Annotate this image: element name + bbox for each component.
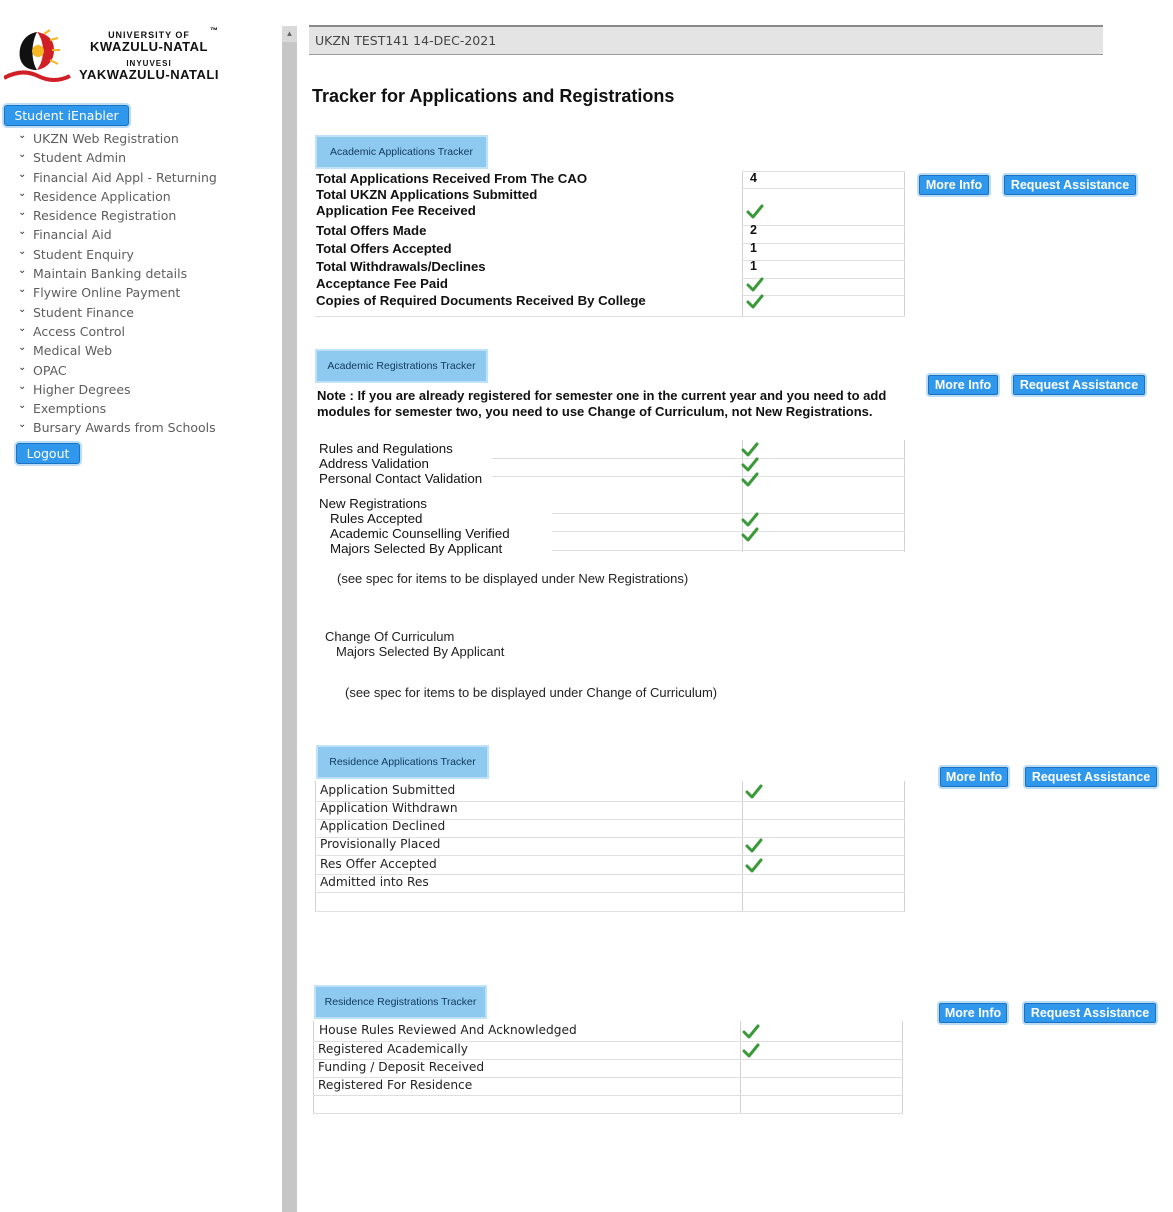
residence-applications-tracker-title: Residence Applications Tracker <box>316 745 489 779</box>
row-label: New Registrations <box>319 496 427 511</box>
row-label: Provisionally Placed <box>320 837 441 851</box>
chevron-down-icon: ⌄ <box>18 168 27 180</box>
row-label: Majors Selected By Applicant <box>330 541 503 556</box>
row-label: Total Offers Made <box>316 223 427 238</box>
sidebar-item[interactable] <box>18 380 217 399</box>
row-label: Rules and Regulations <box>319 441 453 456</box>
academic-registrations-tracker-title: Academic Registrations Tracker <box>315 349 488 383</box>
logo-line-4: YAKWAZULU-NATALI <box>79 67 219 82</box>
row-label: Total UKZN Applications Submitted <box>316 187 538 202</box>
sidebar-item-label: Higher Degrees <box>33 381 131 397</box>
row-label: Academic Counselling Verified <box>330 526 510 541</box>
sidebar-item-label: UKZN Web Registration <box>33 131 179 146</box>
chevron-down-icon: ⌄ <box>18 419 27 431</box>
row-value: 1 <box>750 241 757 255</box>
sidebar-item[interactable] <box>18 341 217 360</box>
sidebar-item-label: Medical Web <box>33 343 113 359</box>
chevron-down-icon: ⌄ <box>18 361 27 373</box>
ukzn-crest-icon <box>4 26 74 86</box>
chevron-down-icon: ⌄ <box>18 265 27 277</box>
check-icon <box>741 472 759 487</box>
sidebar-item[interactable] <box>18 225 217 244</box>
sidebar-item[interactable] <box>18 361 217 380</box>
row-label: Total Applications Received From The CAO <box>316 171 588 186</box>
sidebar-item[interactable] <box>18 148 217 167</box>
academic-registrations-request-assistance-button[interactable]: Request Assistance <box>1013 375 1145 395</box>
row-label: Personal Contact Validation <box>319 471 483 486</box>
chevron-down-icon: ⌄ <box>18 380 27 392</box>
check-icon <box>746 294 764 309</box>
sidebar-item[interactable] <box>18 283 217 302</box>
sidebar-item-label: Flywire Online Payment <box>33 285 181 301</box>
spec-change-of-curriculum: (see spec for items to be displayed under Change of Curriculum) <box>345 685 718 700</box>
vertical-scrollbar[interactable] <box>282 26 297 1212</box>
sidebar-item-label: Student Enquiry <box>33 246 134 262</box>
row-label: Application Fee Received <box>316 203 476 218</box>
row-label: Application Submitted <box>320 783 456 797</box>
chevron-down-icon: ⌄ <box>18 207 27 219</box>
row-label: Total Offers Accepted <box>316 241 452 256</box>
residence-registrations-more-info-button[interactable]: More Info <box>939 1003 1007 1023</box>
sidebar-item-label: Exemptions <box>33 401 107 417</box>
sidebar-item[interactable] <box>18 187 217 206</box>
sidebar-item-label: Student Admin <box>33 150 127 166</box>
logout-button[interactable]: Logout <box>16 443 80 464</box>
row-label: House Rules Reviewed And Acknowledged <box>319 1023 577 1037</box>
residence-applications-request-assistance-button[interactable]: Request Assistance <box>1025 767 1157 787</box>
chevron-down-icon: ⌄ <box>18 342 27 354</box>
check-icon <box>745 784 763 799</box>
academic-applications-tracker-title: Academic Applications Tracker <box>315 135 488 169</box>
row-label: Application Declined <box>320 819 446 833</box>
session-header: UKZN TEST141 14-DEC-2021 <box>309 25 1103 55</box>
sidebar-item-label: Access Control <box>33 323 125 339</box>
sidebar-item[interactable] <box>18 264 217 283</box>
scroll-up-arrow-icon[interactable]: ▲ <box>282 26 297 42</box>
logo-line-1: UNIVERSITY OF <box>108 30 190 40</box>
sidebar-item[interactable] <box>18 418 217 437</box>
row-label: Copies of Required Documents Received By College <box>316 293 646 308</box>
row-label: Application Withdrawn <box>320 801 458 815</box>
chevron-down-icon: ⌄ <box>18 284 27 296</box>
sidebar-item-label: Residence Application <box>33 188 171 204</box>
row-label: Res Offer Accepted <box>320 857 437 871</box>
check-icon <box>745 858 763 873</box>
row-value: 1 <box>750 259 757 273</box>
student-ienabler-button[interactable]: Student iEnabler <box>4 105 129 126</box>
row-label: Total Withdrawals/Declines <box>316 259 486 274</box>
sidebar-item-label: Financial Aid Appl - Returning <box>33 169 217 185</box>
chevron-down-icon: ⌄ <box>18 400 27 412</box>
row-label: Rules Accepted <box>330 511 423 526</box>
row-label: Funding / Deposit Received <box>318 1060 485 1074</box>
chevron-down-icon: ⌄ <box>18 130 27 141</box>
sidebar-item-label: Residence Registration <box>33 208 177 224</box>
row-label: Acceptance Fee Paid <box>316 276 448 291</box>
row-label: Registered Academically <box>318 1042 468 1056</box>
row-value: 4 <box>750 171 757 185</box>
sidebar-item[interactable] <box>18 399 217 418</box>
sidebar-item[interactable] <box>18 245 217 264</box>
registration-note: Note : If you are already registered for semester one in the current year and you need to add modules for semester two, you need to use Change of Curriculum, not New Registrations. <box>317 388 887 419</box>
row-label: Registered For Residence <box>318 1078 473 1092</box>
spec-new-registrations: (see spec for items to be displayed under New Registrations) <box>337 571 689 586</box>
sidebar-item-label: Maintain Banking details <box>33 266 188 282</box>
logo-line-2: KWAZULU-NATAL <box>90 39 208 54</box>
trademark-mark: ™ <box>210 26 218 35</box>
row-label: Admitted into Res <box>320 875 429 889</box>
residence-registrations-tracker-title: Residence Registrations Tracker <box>314 985 487 1019</box>
academic-applications-more-info-button[interactable]: More Info <box>919 175 989 195</box>
sidebar-item[interactable] <box>18 129 217 148</box>
chevron-down-icon: ⌄ <box>18 226 27 238</box>
row-label: Address Validation <box>319 456 429 471</box>
sidebar-item[interactable] <box>18 322 217 341</box>
sidebar-item-label: OPAC <box>33 362 67 378</box>
academic-registrations-more-info-button[interactable]: More Info <box>928 375 998 395</box>
sidebar-item[interactable] <box>18 303 217 322</box>
sidebar-nav <box>18 129 217 438</box>
check-icon <box>745 838 763 853</box>
check-icon <box>741 527 759 542</box>
residence-registrations-request-assistance-button[interactable]: Request Assistance <box>1024 1003 1156 1023</box>
check-icon <box>746 277 764 292</box>
sidebar-item-label: Student Finance <box>33 304 135 320</box>
sidebar-item[interactable] <box>18 168 217 187</box>
chevron-down-icon: ⌄ <box>18 149 27 161</box>
page-title: Tracker for Applications and Registrations <box>312 86 675 106</box>
chevron-down-icon: ⌄ <box>18 245 27 257</box>
residence-applications-more-info-button[interactable]: More Info <box>940 767 1008 787</box>
academic-applications-request-assistance-button[interactable]: Request Assistance <box>1004 175 1136 195</box>
change-of-curriculum-item: Majors Selected By Applicant <box>336 644 505 659</box>
sidebar-item-label: Financial Aid <box>33 227 112 243</box>
check-icon <box>741 442 759 457</box>
logo-line-3: INYUVESI <box>126 59 172 68</box>
sidebar-item-label: Bursary Awards from Schools <box>33 420 216 436</box>
change-of-curriculum-heading: Change Of Curriculum <box>325 629 455 644</box>
sidebar-item[interactable] <box>18 206 217 225</box>
row-value: 2 <box>750 223 757 237</box>
chevron-down-icon: ⌄ <box>18 303 27 315</box>
check-icon <box>742 1043 760 1058</box>
check-icon <box>742 1024 760 1039</box>
ukzn-logo <box>4 26 229 88</box>
check-icon <box>741 512 759 527</box>
check-icon <box>741 457 759 472</box>
check-icon <box>746 204 764 219</box>
chevron-down-icon: ⌄ <box>18 187 27 199</box>
chevron-down-icon: ⌄ <box>18 322 27 334</box>
